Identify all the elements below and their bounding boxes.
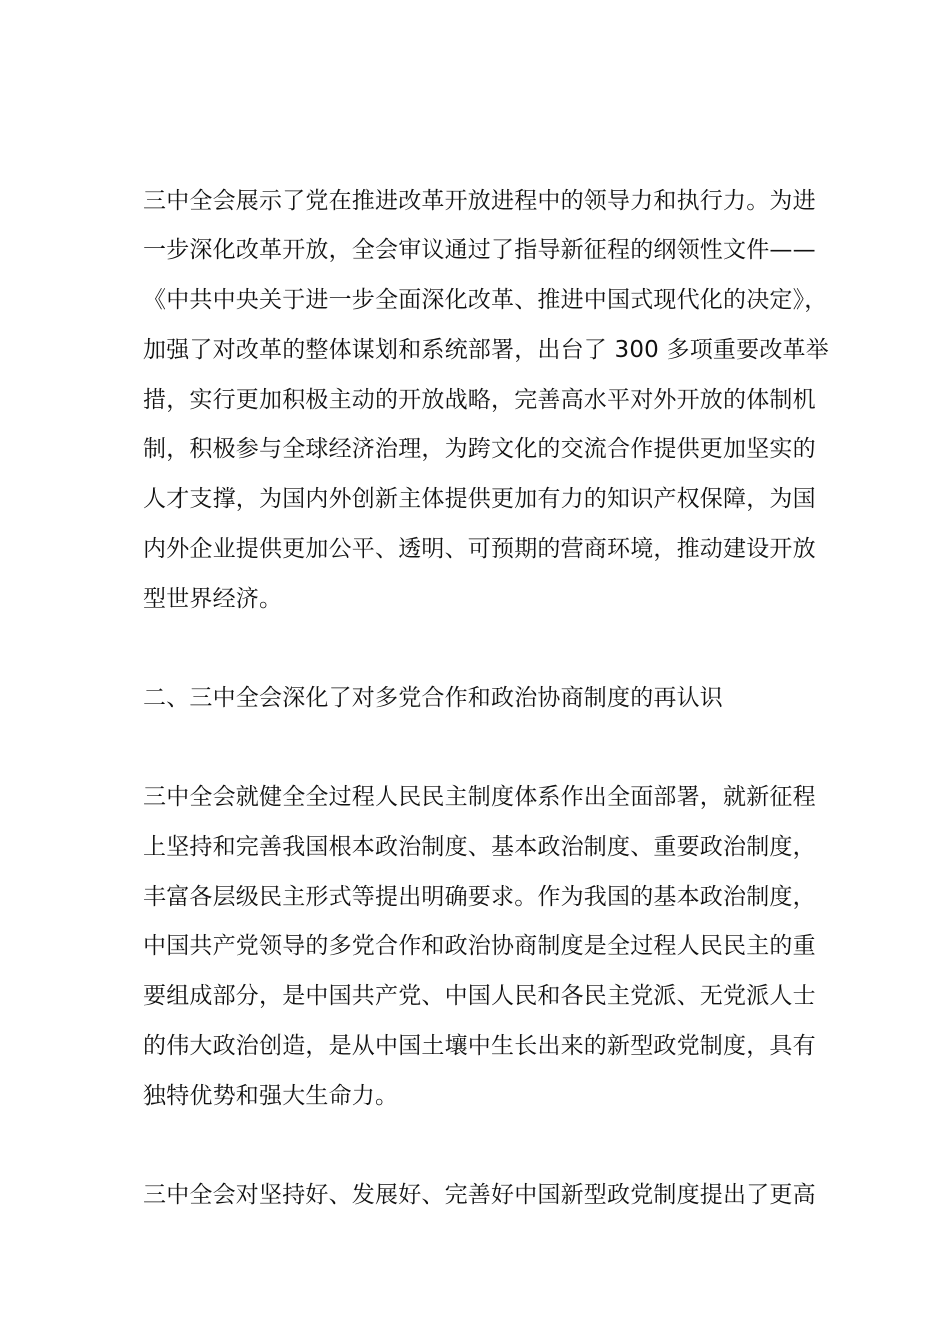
text-line: 上坚持和完善我国根本政治制度、基本政治制度、重要政治制度， [143,834,816,860]
text-line: 内外企业提供更加公平、透明、可预期的营商环境，推动建设开放 [143,536,816,562]
text-line: 丰富各层级民主形式等提出明确要求。作为我国的基本政治制度， [143,884,816,910]
text-line: 人才支撑，为国内外创新主体提供更加有力的知识产权保障，为国 [143,486,816,512]
text-line: 三中全会就健全全过程人民民主制度体系作出全面部署，就新征程 [143,784,816,810]
text-line: 制，积极参与全球经济治理，为跨文化的交流合作提供更加坚实的 [143,436,816,462]
text-line: 型世界经济。 [143,586,283,612]
text-line: 独特优势和强大生命力。 [143,1083,399,1109]
text-line: 三中全会对坚持好、发展好、完善好中国新型政党制度提出了更高 [143,1182,816,1208]
text-line: 加强了对改革的整体谋划和系统部署，出台了 300 多项重要改革举 [143,337,829,363]
section-heading: 二、三中全会深化了对多党合作和政治协商制度的再认识 [143,685,723,711]
text-line: 的伟大政治创造，是从中国土壤中生长出来的新型政党制度，具有 [143,1033,816,1059]
text-line: 一步深化改革开放，全会审议通过了指导新征程的纲领性文件—— [143,237,816,263]
text-line: 《中共中央关于进一步全面深化改革、推进中国式现代化的决定》， [143,287,828,313]
text-line: 措，实行更加积极主动的开放战略，完善高水平对外开放的体制机 [143,387,816,413]
text-line: 三中全会展示了党在推进改革开放进程中的领导力和执行力。为进 [143,188,816,214]
text-line: 中国共产党领导的多党合作和政治协商制度是全过程人民民主的重 [143,933,816,959]
text-line: 要组成部分，是中国共产党、中国人民和各民主党派、无党派人士 [143,983,816,1009]
